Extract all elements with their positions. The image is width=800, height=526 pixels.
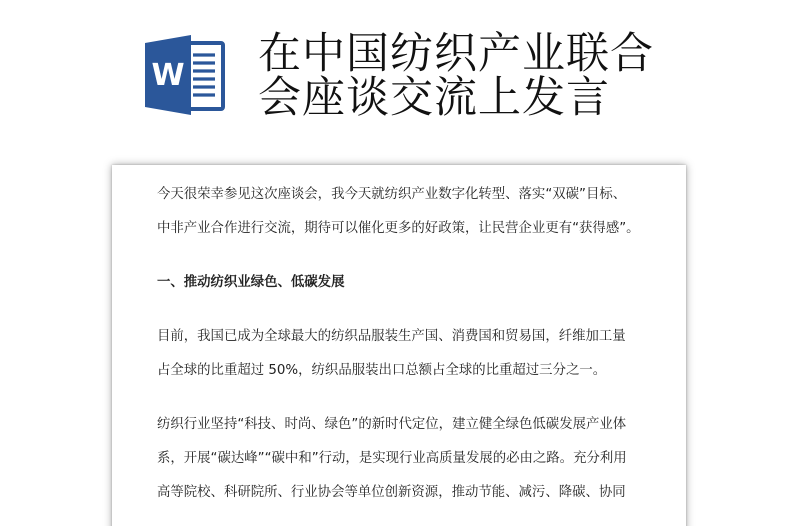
paragraph-1	[157, 178, 647, 246]
text-line: 纺织行业坚持“科技、时尚、绿色”的新时代定位，建立健全绿色低碳发展产业体	[157, 417, 627, 432]
title-line-1: 在中国纺织产业联合	[258, 29, 654, 79]
text-line: 中非产业合作进行交流，期待可以催化更多的好政策，让民营企业更有“获得感”。	[157, 221, 640, 236]
paragraph-2	[157, 320, 647, 388]
text-line: 占全球的比重超过 50%，纺织品服装出口总额占全球的比重超过三分之一。	[157, 363, 607, 378]
section-heading: 一、推动纺织业绿色、低碳发展	[157, 275, 345, 290]
text-line: 系，开展“碳达峰”“碳中和”行动，是实现行业高质量发展的必由之路。充分利用	[157, 451, 627, 466]
document-body	[157, 178, 647, 510]
word-logo-letter: W	[151, 58, 185, 93]
text-line: 高等院校、科研院所、行业协会等单位创新资源，推动节能、减污、降碳、协同	[157, 485, 626, 500]
header	[0, 0, 800, 150]
text-line: 目前，我国已成为全球最大的纺织品服装生产国、消费国和贸易国，纤维加工量	[157, 329, 626, 344]
title-line-2: 会座谈交流上发言	[258, 73, 610, 123]
paragraph-3	[157, 408, 647, 510]
document-title	[258, 29, 778, 123]
text-line: 今天很荣幸参见这次座谈会，我今天就纺织产业数字化转型、落实“双碳”目标、	[157, 187, 627, 202]
word-document-icon	[143, 33, 227, 117]
